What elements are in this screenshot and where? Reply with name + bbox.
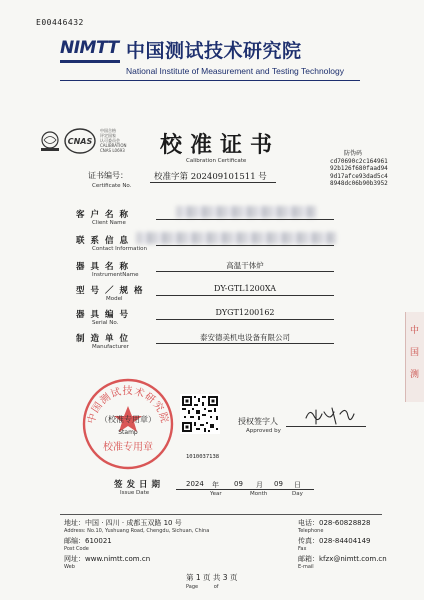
- issue-day: 09: [274, 480, 283, 488]
- page-number-en: Page of: [186, 584, 219, 590]
- field-label: 制造单位: [76, 334, 135, 344]
- footer-rule: [60, 514, 382, 515]
- field-value: 高温干体炉: [226, 261, 264, 270]
- nimtt-logo: [60, 38, 124, 64]
- field-label-en: Serial No.: [92, 320, 119, 326]
- seal-outer-text: 中国测试技术研究院: [86, 385, 170, 425]
- approver-underline: [286, 426, 366, 427]
- field-label: 联系信息: [76, 236, 135, 246]
- edge-stamp-fragment: [405, 312, 424, 402]
- issue-date-label: 签发日期: [114, 480, 165, 490]
- footer-telephone-en: Telephone: [298, 528, 324, 534]
- logo-underline: [60, 60, 120, 63]
- issue-day-unit: 日: [294, 481, 301, 489]
- cnas-logo-icon: [64, 128, 96, 154]
- qr-code-icon: [180, 394, 220, 434]
- anti-counterfeit-code: [330, 150, 388, 188]
- footer-web-en: Web: [64, 564, 75, 570]
- footer-fax: 传真：028-84404149: [298, 537, 371, 545]
- footer-post-code-en: Post Code: [64, 546, 89, 552]
- field-label-en: InstrumentName: [92, 272, 139, 278]
- issue-month: 09: [234, 480, 243, 488]
- logo-text: NIMTT: [60, 38, 119, 58]
- seal-stamp-en: Stamp: [118, 429, 138, 436]
- field-label-en: Client Name: [92, 220, 126, 226]
- seal-bottom-text: 校准专用章: [103, 442, 153, 453]
- issue-year-en: Year: [210, 491, 222, 497]
- redacted-value: [136, 232, 336, 244]
- field-underline: [156, 295, 334, 296]
- org-name-en: National Institute of Measurement and Testing Technology: [126, 66, 344, 76]
- certificate-no-label-en: Certificate No.: [92, 183, 132, 189]
- field-label: 器具名称: [76, 262, 135, 272]
- footer-email-link[interactable]: 邮箱：kfzx@nimtt.com.cn: [298, 555, 387, 563]
- accreditation-marks: [38, 128, 127, 156]
- anti-code-line: 9d17afce93dad5c4: [330, 172, 388, 180]
- svg-text:CNAS: CNAS: [67, 137, 93, 146]
- footer-address: 地址：中国 · 四川 · 成都玉双路 10 号: [64, 519, 182, 527]
- field-underline: [156, 343, 334, 344]
- certificate-no-label: 证书编号：: [88, 171, 128, 180]
- org-name-cn: 中国测试技术研究院: [126, 40, 302, 62]
- anti-code-line: cd70690c2c164961: [330, 157, 388, 165]
- field-underline: [156, 271, 334, 272]
- issue-year-unit: 年: [212, 481, 219, 489]
- footer-address-en: Address: No.10, Yushuang Road, Chengdu, Sichuan, China: [64, 528, 210, 534]
- certificate-no-value: 校准字第 202409101511 号: [154, 172, 267, 182]
- footer-telephone: 电话：028-60828828: [298, 519, 371, 527]
- issue-month-en: Month: [250, 491, 268, 497]
- field-underline: [156, 219, 334, 220]
- field-label: 型号／规格: [76, 286, 149, 296]
- field-value: DY-GTL1200XA: [213, 284, 277, 293]
- footer-post-code: 邮编：610021: [64, 537, 112, 545]
- approver-signature: [302, 404, 358, 428]
- footer-email-en: E-mail: [298, 564, 314, 570]
- anti-code-line: 92b126f680faad94: [330, 165, 388, 172]
- footer-fax-en: Fax: [298, 546, 307, 552]
- field-value: DYGT1200162: [215, 308, 275, 317]
- field-label-en: Model: [106, 296, 123, 302]
- issue-year: 2024: [186, 480, 204, 488]
- redacted-value: [176, 206, 316, 218]
- anti-code-line: 8948dc06b90b3952: [330, 180, 388, 187]
- issue-date-underline: [176, 489, 314, 490]
- header-rule: [60, 80, 360, 81]
- issue-month-unit: 月: [256, 481, 263, 489]
- field-label: 客户名称: [76, 210, 135, 220]
- serial-number: E00446432: [36, 18, 84, 27]
- field-underline: [156, 245, 334, 246]
- cnas-caption: 中国合格 评定国家 认可委员会 CALIBRATION CNAS L0693: [100, 128, 127, 153]
- ilac-mra-icon: [38, 130, 62, 152]
- field-label: 器具编号: [76, 310, 135, 320]
- anti-counterfeit-label: 防伪码: [344, 150, 363, 157]
- qr-code-number: 1010037138: [186, 454, 220, 460]
- footer-web-link[interactable]: 网址：www.nimtt.com.cn: [64, 555, 151, 563]
- field-underline: [156, 319, 334, 320]
- issue-day-en: Day: [292, 491, 303, 497]
- field-value: 泰安德美机电设备有限公司: [200, 333, 290, 342]
- approver-label: 授权签字人: [238, 417, 278, 426]
- calibration-seal-stamp: [80, 376, 176, 472]
- field-label-en: Contact Information: [92, 246, 147, 252]
- field-label-en: Manufacturer: [92, 344, 129, 350]
- page-number: 第 1 页 共 3 页: [186, 573, 238, 582]
- certificate-title-cn: 校准证书: [160, 132, 281, 158]
- certificate-no-underline: [150, 182, 276, 183]
- issue-date-label-en: Issue Date: [120, 490, 150, 496]
- certificate-title-en: Calibration Certificate: [186, 158, 247, 164]
- seal-inner-text: （校准专用章）: [100, 415, 156, 424]
- approver-label-en: Approved by: [246, 428, 281, 434]
- edge-stamp-text: 中国测: [410, 326, 420, 380]
